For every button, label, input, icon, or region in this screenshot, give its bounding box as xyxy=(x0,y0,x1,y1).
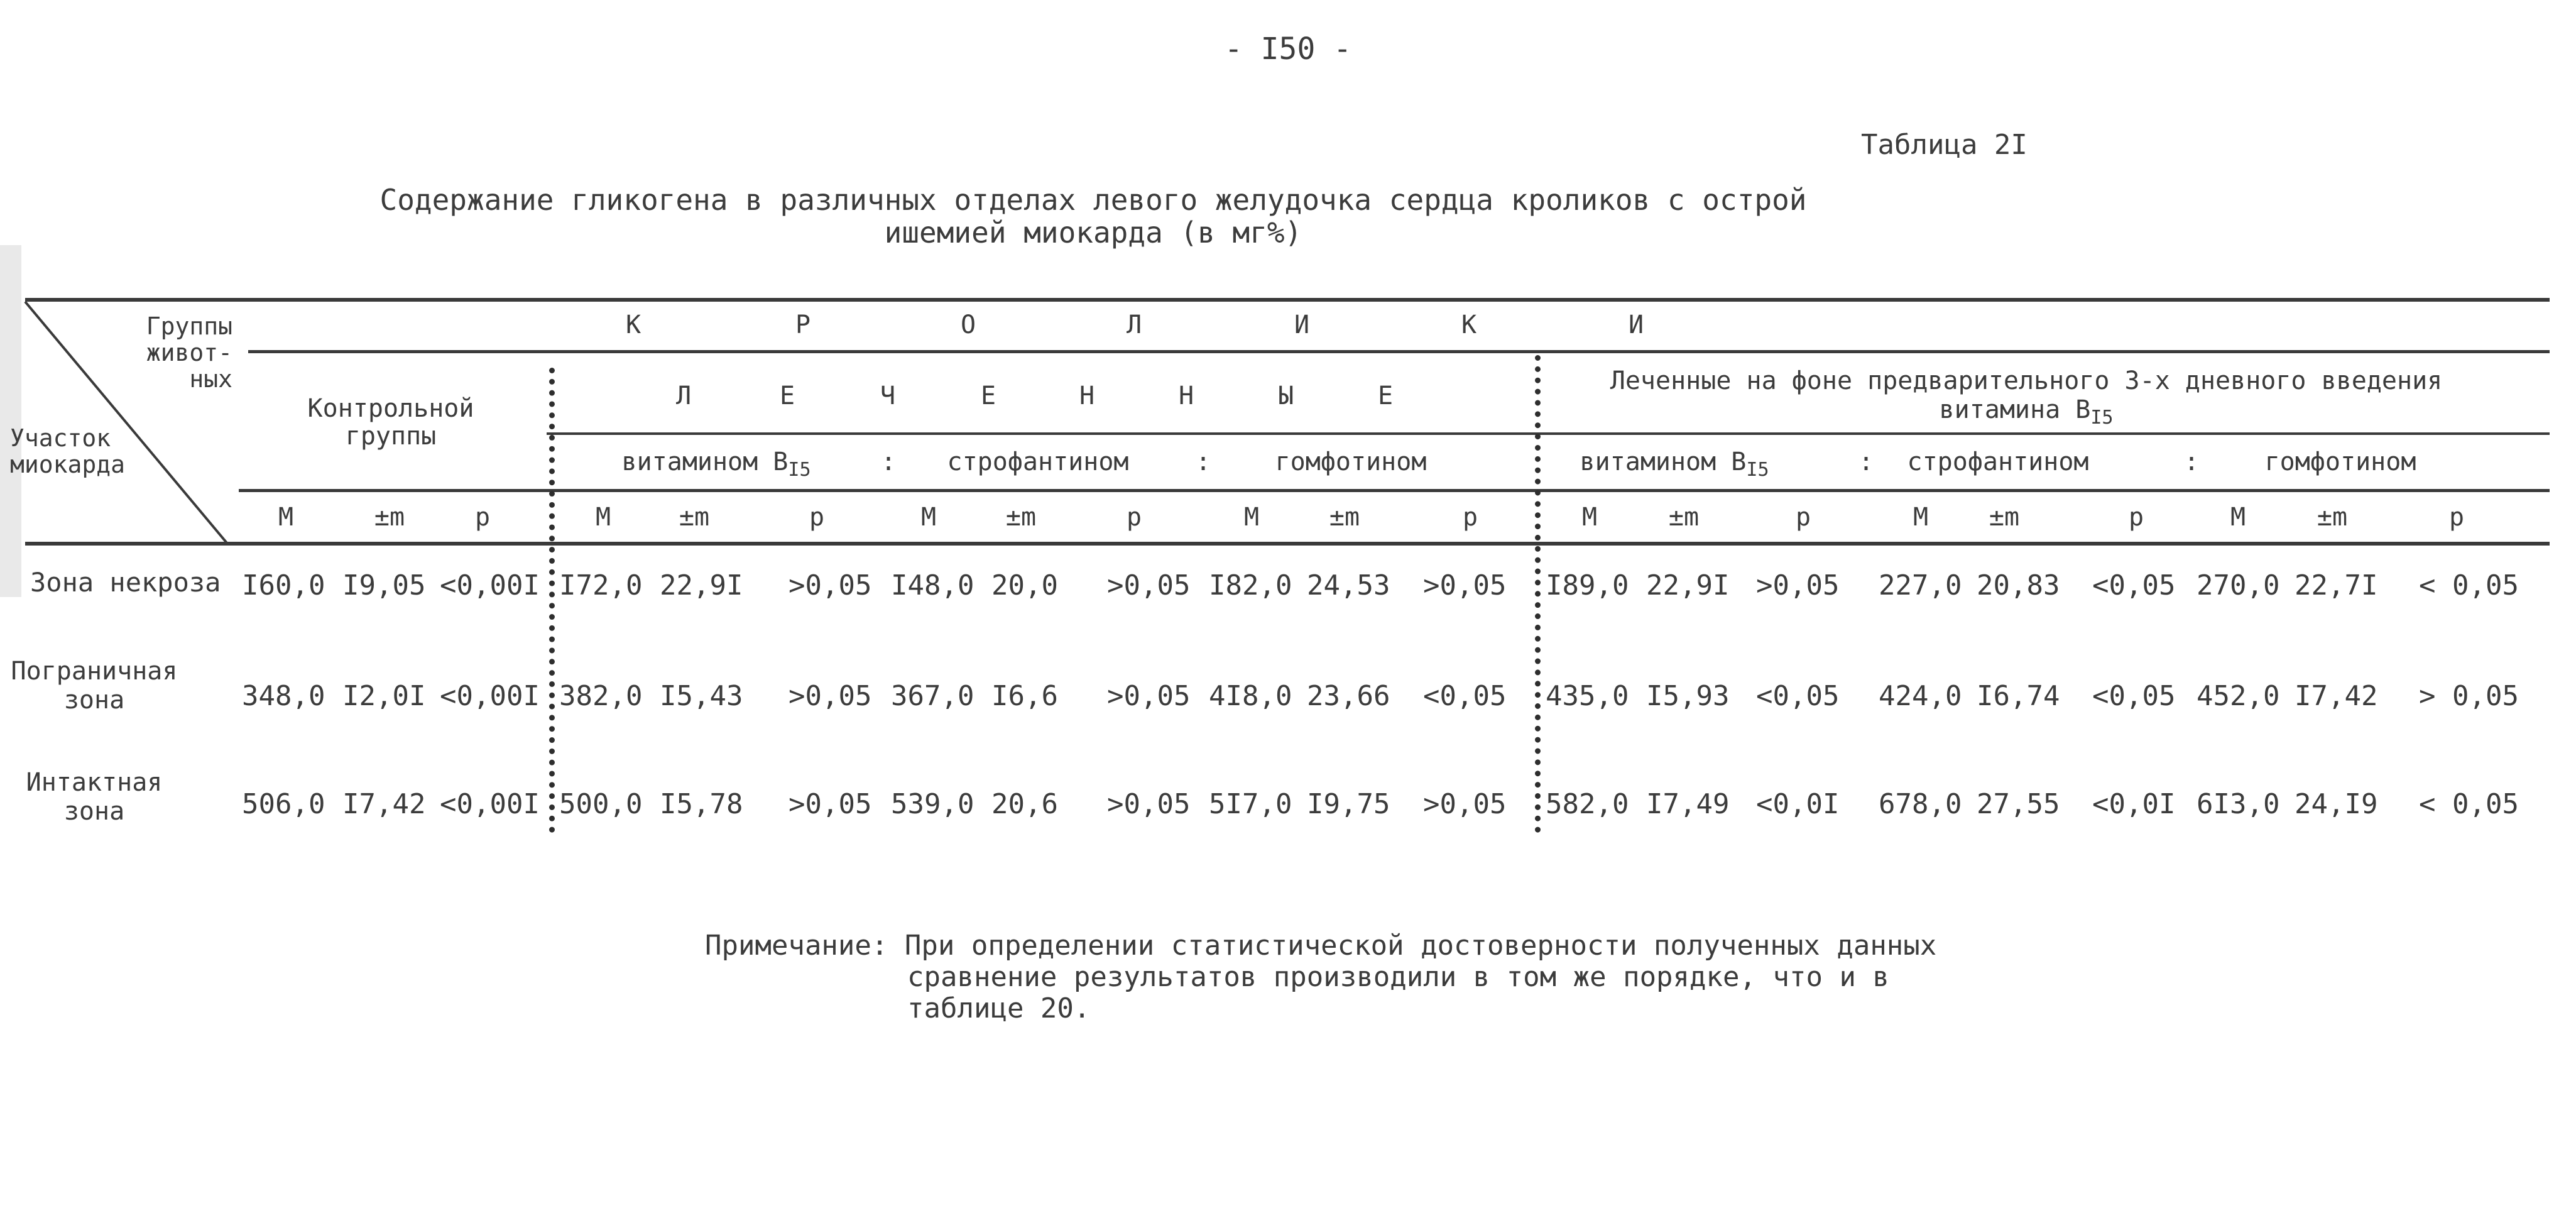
table-cell: 348,0 xyxy=(242,680,325,712)
corner-groups-label: Группы живот- ных xyxy=(146,312,232,393)
rabbits-letter: И xyxy=(1628,310,1644,339)
stat-M: М xyxy=(595,503,611,532)
treated-letter: Е xyxy=(1377,381,1394,410)
table-cell: I60,0 xyxy=(242,569,325,601)
stat-m: ±m xyxy=(1668,503,1700,532)
treated-letter: Ы xyxy=(1278,381,1294,410)
table-cell: I82,0 xyxy=(1209,569,1292,601)
page-number: - I50 - xyxy=(1224,31,1352,67)
table-cell: <0,0I xyxy=(2092,788,2176,820)
stat-M: М xyxy=(1243,503,1260,532)
table-cell: <0,00I xyxy=(440,680,540,712)
treated-letter: Е xyxy=(980,381,996,410)
stat-M: М xyxy=(1913,503,1929,532)
rabbits-letter: К xyxy=(625,310,641,339)
table-cell: I5,93 xyxy=(1646,680,1730,712)
table-cell: 500,0 xyxy=(559,788,643,820)
table-cell: <0,05 xyxy=(2092,569,2176,601)
table-cell: I2,0I xyxy=(342,680,426,712)
table-cell: < 0,05 xyxy=(2419,569,2519,601)
treated-letter: Н xyxy=(1079,381,1095,410)
table-cell: < 0,05 xyxy=(2419,788,2519,820)
table-cell: > 0,05 xyxy=(2419,680,2519,712)
treated-letter: Е xyxy=(779,381,795,410)
table-cell: <0,00I xyxy=(440,569,540,601)
note-line-3: таблице 20. xyxy=(907,992,1091,1024)
stat-m: ±m xyxy=(2317,503,2348,532)
stat-M: М xyxy=(278,503,294,532)
table-cell: 539,0 xyxy=(891,788,974,820)
note-line-2: сравнение результатов производили в том же порядке, что и в xyxy=(907,961,1889,993)
table-cell: I5,43 xyxy=(660,680,743,712)
table-cell: >0,05 xyxy=(1423,788,1507,820)
table-cell: 22,7I xyxy=(2295,569,2378,601)
stat-M: М xyxy=(1581,503,1598,532)
table-cell: 424,0 xyxy=(1879,680,1962,712)
table-cell: >0,05 xyxy=(789,788,872,820)
table-cell: 582,0 xyxy=(1546,788,1629,820)
table-cell: 22,9I xyxy=(660,569,743,601)
stat-M: М xyxy=(920,503,937,532)
table-cell: >0,05 xyxy=(1756,569,1840,601)
rabbits-letter: И xyxy=(1294,310,1310,339)
subheader-separator: : xyxy=(1858,447,1874,476)
table-cell: I6,6 xyxy=(991,680,1058,712)
row-label-necrosis-zone: Зона некроза xyxy=(30,567,221,598)
table-cell: <0,05 xyxy=(2092,680,2176,712)
table-cell: I9,75 xyxy=(1307,788,1390,820)
table-cell: <0,00I xyxy=(440,788,540,820)
stat-p: р xyxy=(2448,503,2465,532)
table-cell: 452,0 xyxy=(2197,680,2280,712)
stat-m: ±m xyxy=(1989,503,2020,532)
title-line-1: Содержание гликогена в различных отделах левого желудочка сердца кроликов с острой xyxy=(379,183,1807,217)
subheader-separator: : xyxy=(2184,447,2200,476)
table-cell: 27,55 xyxy=(1977,788,2060,820)
table-cell: >0,05 xyxy=(1107,680,1191,712)
rabbits-letter: Л xyxy=(1126,310,1142,339)
table-cell: I89,0 xyxy=(1546,569,1629,601)
rabbits-letter: О xyxy=(960,310,976,339)
row-label-intact-zone: Интактная зона xyxy=(26,768,163,826)
table-cell: 24,I9 xyxy=(2295,788,2378,820)
table-cell: 382,0 xyxy=(559,680,643,712)
table-cell: >0,05 xyxy=(1423,569,1507,601)
table-cell: >0,05 xyxy=(789,569,872,601)
table-cell: I72,0 xyxy=(559,569,643,601)
subheader-vitamin-b15-pre: витамином $B_{I5}$ xyxy=(1580,447,1769,481)
pretreated-line-2: витамина $B_{I5}$ xyxy=(1939,395,2114,429)
table-cell: 435,0 xyxy=(1546,680,1629,712)
table-cell: <0,05 xyxy=(1423,680,1507,712)
control-group-header: Контрольной группы xyxy=(307,394,474,451)
subheader-strophanthin: строфантином xyxy=(947,447,1129,476)
stat-m: ±m xyxy=(374,503,405,532)
table-cell: >0,05 xyxy=(1107,788,1191,820)
stat-p: р xyxy=(1126,503,1142,532)
subheader-gomphotin-pre: гомфотином xyxy=(2264,447,2416,476)
stat-p: р xyxy=(1795,503,1811,532)
table-cell: >0,05 xyxy=(1107,569,1191,601)
table-cell: 20,83 xyxy=(1977,569,2060,601)
table-cell: I7,42 xyxy=(342,788,426,820)
table-cell: 506,0 xyxy=(242,788,325,820)
table-cell: 22,9I xyxy=(1646,569,1730,601)
table-cell: 20,6 xyxy=(991,788,1058,820)
table-cell: I7,49 xyxy=(1646,788,1730,820)
table-cell: 23,66 xyxy=(1307,680,1390,712)
table-cell: >0,05 xyxy=(789,680,872,712)
table-label: Таблица 2I xyxy=(1861,129,2028,161)
subheader-vitamin-b15: витамином $B_{I5}$ xyxy=(621,447,811,481)
table-cell: I9,05 xyxy=(342,569,426,601)
stat-M: М xyxy=(2230,503,2246,532)
table-cell: 5I7,0 xyxy=(1209,788,1292,820)
table-cell: I7,42 xyxy=(2295,680,2378,712)
treated-letter: Ч xyxy=(880,381,896,410)
table-note xyxy=(705,930,1936,1024)
table-cell: 6I3,0 xyxy=(2197,788,2280,820)
stat-m: ±m xyxy=(1329,503,1360,532)
table-cell: 24,53 xyxy=(1307,569,1390,601)
table-cell: I6,74 xyxy=(1977,680,2060,712)
subheader-separator: : xyxy=(1196,447,1211,476)
table-cell: 4I8,0 xyxy=(1209,680,1292,712)
table-cell: <0,0I xyxy=(1756,788,1840,820)
treated-letter: Н xyxy=(1178,381,1194,410)
table-cell: 367,0 xyxy=(891,680,974,712)
note-line-1: Примечание: При определении статистической достоверности полученных данных xyxy=(705,930,1937,962)
treated-letter: Л xyxy=(675,381,692,410)
table-cell: 20,0 xyxy=(991,569,1058,601)
pretreated-line-1: Леченные на фоне предварительного 3-х дневного введения xyxy=(1610,366,2443,395)
stat-p: р xyxy=(2128,503,2144,532)
rabbits-letter: Р xyxy=(795,310,811,339)
table-cell: 227,0 xyxy=(1879,569,1962,601)
stat-p: р xyxy=(474,503,491,532)
table-cell: I5,78 xyxy=(660,788,743,820)
subheader-gomphotin: гомфотином xyxy=(1275,447,1427,476)
table-cell: 678,0 xyxy=(1879,788,1962,820)
corner-sites-label: Участок миокарда xyxy=(10,424,126,478)
subheader-strophanthin-pre: строфантином xyxy=(1907,447,2089,476)
table-cell: <0,05 xyxy=(1756,680,1840,712)
pretreated-header xyxy=(1610,366,2443,432)
table-cell: 270,0 xyxy=(2197,569,2280,601)
table-cell: I48,0 xyxy=(891,569,974,601)
stat-p: р xyxy=(1462,503,1478,532)
stat-m: ±m xyxy=(679,503,710,532)
stat-m: ±m xyxy=(1005,503,1037,532)
subheader-separator: : xyxy=(881,447,897,476)
rabbits-letter: К xyxy=(1461,310,1477,339)
stat-p: р xyxy=(809,503,825,532)
title-line-2: ишемией миокарда (в мг%) xyxy=(884,216,1302,250)
row-label-border-zone: Пограничная зона xyxy=(11,657,178,715)
